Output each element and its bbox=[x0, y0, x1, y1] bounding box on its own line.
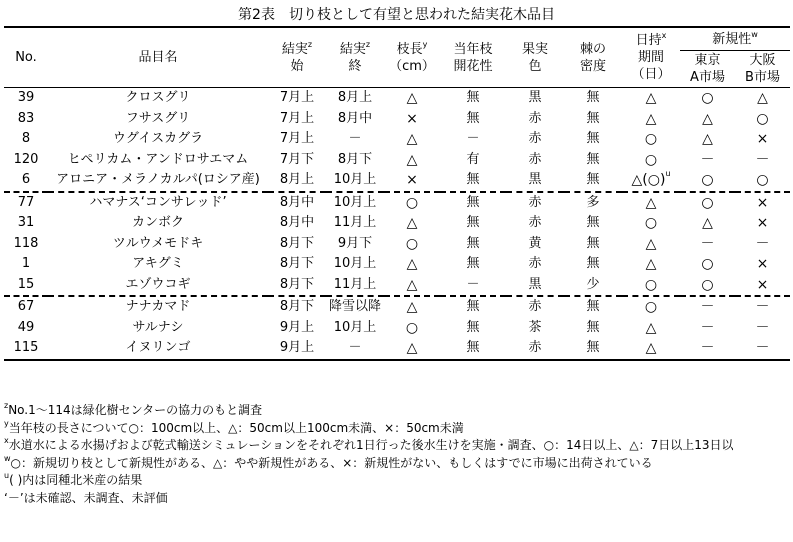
cell-no: 6 bbox=[21, 172, 31, 188]
table-row bbox=[4, 213, 790, 234]
table-row bbox=[4, 109, 790, 130]
header-flowering: 当年枝 開花性 bbox=[440, 27, 506, 88]
cell-no: 31 bbox=[17, 215, 35, 231]
header-tokyo: 東京 A市場 bbox=[680, 51, 735, 88]
cell-no: 39 bbox=[17, 90, 35, 106]
cell-tokyo: △ bbox=[702, 110, 713, 127]
cell-thorn: 多 bbox=[564, 192, 622, 214]
header-color: 果実 色 bbox=[506, 27, 564, 88]
footnote: $^u$( )内は同種北米産の結果 bbox=[4, 471, 143, 487]
cell-fruit-end: 8月下 bbox=[337, 151, 373, 167]
footnote: ‘－’は未確認、未調査、未評価 bbox=[4, 490, 168, 505]
cell-osaka: × bbox=[756, 276, 769, 293]
cell-fruit-end: 10月上 bbox=[326, 192, 384, 214]
cell-fruit-start: 8月下 bbox=[279, 276, 315, 292]
cell-name: ヒペリカム・アンドロサエマム bbox=[67, 151, 249, 167]
cell-days: △ bbox=[622, 192, 680, 214]
cell-fruit-end: － bbox=[326, 338, 384, 360]
cell-tokyo: △ bbox=[702, 131, 713, 148]
cell-color: 赤 bbox=[506, 338, 564, 360]
cell-tokyo: － bbox=[680, 338, 735, 360]
cell-no: 120 bbox=[13, 151, 39, 167]
cell-name: エゾウコギ bbox=[125, 276, 191, 292]
footnote: $^w$○：新規切り枝として新規性がある、△：やや新規性がある、×：新規性がない、もしくはすでに市場に出荷されている bbox=[4, 453, 653, 470]
cell-flowering: 無 bbox=[466, 215, 480, 231]
cell-days: △ bbox=[645, 235, 657, 252]
cell-days: ○ bbox=[644, 151, 658, 168]
cell-fruit-end: 降雪以降 bbox=[326, 296, 384, 318]
cell-thorn: 無 bbox=[586, 90, 600, 106]
cell-color: 赤 bbox=[528, 110, 542, 126]
cell-osaka: × bbox=[756, 256, 769, 273]
cell-thorn: 無 bbox=[586, 215, 600, 231]
cell-flowering: 無 bbox=[466, 110, 480, 126]
cell-tokyo: － bbox=[680, 296, 735, 318]
cell-color: 赤 bbox=[528, 151, 542, 167]
cell-flowering: － bbox=[466, 276, 480, 292]
cell-days: △ bbox=[645, 319, 657, 336]
header-fruit-start: 結実$^z$ 始 bbox=[268, 27, 326, 88]
cell-osaka: － bbox=[755, 235, 770, 252]
cell-color: 赤 bbox=[506, 296, 564, 318]
header-days: 日持$^x$ 期間 （日） bbox=[622, 27, 680, 88]
cell-thorn: 無 bbox=[586, 319, 600, 335]
header-fruit-end: 結実$^z$ 終 bbox=[326, 27, 384, 88]
cell-fruit-end: 11月上 bbox=[333, 215, 377, 231]
cell-tokyo: ○ bbox=[701, 172, 714, 189]
cell-thorn: 無 bbox=[586, 131, 600, 147]
table-row bbox=[4, 192, 790, 214]
cell-length: △ bbox=[406, 256, 418, 273]
cell-days: ○ bbox=[644, 131, 658, 148]
cell-length: × bbox=[406, 110, 418, 127]
cell-thorn: 無 bbox=[564, 338, 622, 360]
cell-color: 黄 bbox=[528, 235, 542, 251]
cell-no: 1 bbox=[21, 256, 31, 272]
cell-days: △ bbox=[622, 338, 680, 360]
cell-thorn: 無 bbox=[586, 256, 600, 272]
cell-fruit-end: 9月下 bbox=[337, 235, 373, 251]
cell-days: △(○)$^u$ bbox=[631, 169, 671, 189]
footnote: $^x$水道水による水揚げおよび乾式輸送シミュレーションをそれぞれ1日行った後水生けを実施・調査、○：14日以上、△：7日以上13日以 bbox=[4, 436, 734, 452]
cell-fruit-start: 7月下 bbox=[279, 151, 315, 167]
cell-flowering: 無 bbox=[466, 319, 480, 335]
cell-name: ツルウメモドキ bbox=[112, 235, 204, 251]
cell-tokyo: ○ bbox=[701, 90, 714, 107]
header-osaka: 大阪 B市場 bbox=[735, 51, 790, 88]
cell-fruit-end: 10月上 bbox=[333, 172, 377, 188]
cell-days: ○ bbox=[622, 296, 680, 318]
cell-name: ナナカマド bbox=[48, 296, 268, 318]
cell-length: ○ bbox=[405, 235, 419, 252]
cell-no: 8 bbox=[21, 131, 31, 147]
cell-no: 49 bbox=[17, 319, 35, 335]
cell-fruit-start: 7月上 bbox=[279, 131, 315, 147]
cell-fruit-start: 8月中 bbox=[279, 215, 315, 231]
cell-fruit-start: 8月下 bbox=[268, 296, 326, 318]
cell-flowering: 無 bbox=[466, 172, 480, 188]
cell-name: ハマナス‘コンサレッド’ bbox=[48, 192, 268, 214]
cell-thorn: 無 bbox=[564, 296, 622, 318]
cell-thorn: 無 bbox=[586, 172, 600, 188]
cell-tokyo: ○ bbox=[680, 192, 735, 214]
table-row bbox=[4, 170, 790, 192]
cell-flowering: 無 bbox=[440, 192, 506, 214]
cell-length: △ bbox=[406, 215, 418, 232]
table-row bbox=[4, 338, 790, 360]
cell-fruit-end: 8月中 bbox=[337, 110, 373, 126]
cell-osaka: × bbox=[756, 215, 769, 232]
cell-no: 77 bbox=[4, 192, 48, 214]
cell-length: △ bbox=[406, 151, 418, 168]
cell-color: 黒 bbox=[528, 276, 542, 292]
cell-length: △ bbox=[406, 90, 418, 107]
cell-length: × bbox=[406, 172, 418, 189]
footnote: $^z$No.1～114は緑化樹センターの協力のもと調査 bbox=[4, 402, 263, 417]
cell-flowering: － bbox=[466, 131, 480, 147]
cell-name: サルナシ bbox=[132, 319, 184, 335]
cell-length: ○ bbox=[405, 319, 419, 336]
cell-length: △ bbox=[384, 338, 440, 360]
cell-thorn: 無 bbox=[586, 151, 600, 167]
cell-fruit-start: 8月中 bbox=[268, 192, 326, 214]
cell-no: 67 bbox=[4, 296, 48, 318]
cell-flowering: 無 bbox=[466, 90, 480, 106]
cell-fruit-start: 8月下 bbox=[279, 256, 315, 272]
cell-days: △ bbox=[645, 256, 657, 273]
header-novelty: 新規性$^w$ bbox=[680, 27, 790, 51]
cell-osaka: △ bbox=[757, 90, 768, 107]
cell-tokyo: － bbox=[700, 235, 715, 252]
cell-fruit-end: 8月上 bbox=[337, 90, 373, 106]
cell-osaka: － bbox=[735, 338, 790, 360]
cell-length: ○ bbox=[384, 192, 440, 214]
cell-no: 83 bbox=[17, 110, 35, 126]
cell-osaka: × bbox=[735, 192, 790, 214]
table-title: 第2表 切り枝として有望と思われた結実花木品目 bbox=[238, 7, 555, 23]
header-name: 品目名 bbox=[48, 27, 268, 88]
cell-color: 黒 bbox=[528, 90, 542, 106]
cell-name: クロスグリ bbox=[125, 90, 191, 106]
cell-color: 赤 bbox=[528, 215, 542, 231]
cell-name: フサスグリ bbox=[125, 110, 191, 126]
cell-osaka: ○ bbox=[756, 172, 769, 189]
cell-tokyo: ○ bbox=[701, 256, 714, 273]
cell-length: △ bbox=[384, 296, 440, 318]
cell-name: アロニア・メラノカルパ(ロシア産) bbox=[56, 172, 260, 188]
cell-fruit-end: － bbox=[348, 131, 362, 147]
cell-name: アキグミ bbox=[132, 256, 184, 272]
cell-days: △ bbox=[645, 90, 657, 107]
table-row bbox=[4, 296, 790, 318]
header-length: 枝長$^y$ （cm） bbox=[384, 27, 440, 88]
cell-length: △ bbox=[406, 276, 418, 293]
cell-color: 茶 bbox=[528, 319, 542, 335]
table-row bbox=[4, 150, 790, 171]
table-row bbox=[4, 254, 790, 275]
cell-fruit-end: 11月上 bbox=[333, 276, 377, 292]
cell-fruit-end: 10月上 bbox=[333, 256, 377, 272]
cell-name: カンボク bbox=[131, 215, 184, 231]
cell-color: 赤 bbox=[528, 131, 542, 147]
cell-thorn: 無 bbox=[586, 110, 600, 126]
cell-tokyo: ○ bbox=[701, 276, 714, 293]
cell-flowering: 有 bbox=[466, 151, 480, 167]
cell-fruit-start: 8月上 bbox=[279, 172, 315, 188]
table-row bbox=[4, 129, 790, 150]
cell-length: △ bbox=[406, 131, 418, 148]
cell-color: 赤 bbox=[506, 192, 564, 214]
cell-fruit-start: 8月下 bbox=[279, 235, 315, 251]
cell-fruit-start: 7月上 bbox=[279, 90, 315, 106]
cell-osaka: － bbox=[735, 296, 790, 318]
cell-no: 115 bbox=[4, 338, 48, 360]
cell-osaka: － bbox=[755, 151, 770, 168]
cell-tokyo: － bbox=[700, 151, 715, 168]
cell-osaka: ○ bbox=[756, 110, 769, 127]
cell-color: 黒 bbox=[528, 172, 542, 188]
cell-color: 赤 bbox=[528, 256, 542, 272]
header-thorn: 棘の 密度 bbox=[564, 27, 622, 88]
footnotes bbox=[4, 402, 793, 507]
table-row bbox=[4, 318, 790, 339]
cell-flowering: 無 bbox=[440, 296, 506, 318]
footnote: $^y$当年枝の長さについて○：100cm以上、△：50cm以上100cm未満、×：50cm未満 bbox=[4, 418, 464, 435]
cell-fruit-start: 9月上 bbox=[279, 319, 315, 335]
cell-days: ○ bbox=[644, 276, 658, 293]
cell-fruit-start: 7月上 bbox=[279, 110, 315, 126]
cell-thorn: 少 bbox=[586, 276, 600, 292]
table-row bbox=[4, 88, 790, 109]
cell-no: 15 bbox=[17, 276, 35, 292]
cell-name: ウグイスカグラ bbox=[112, 131, 204, 147]
cell-fruit-end: 10月上 bbox=[333, 319, 377, 335]
cell-flowering: 無 bbox=[440, 338, 506, 360]
cell-flowering: 無 bbox=[466, 235, 480, 251]
fruit-tree-table bbox=[4, 26, 790, 361]
header-no: No. bbox=[4, 27, 48, 88]
table-row bbox=[4, 234, 790, 255]
cell-days: ○ bbox=[644, 215, 658, 232]
cell-name: イヌリンゴ bbox=[48, 338, 268, 360]
table-row bbox=[4, 275, 790, 297]
cell-days: △ bbox=[645, 110, 657, 127]
cell-tokyo: － bbox=[700, 319, 715, 336]
cell-tokyo: △ bbox=[702, 215, 713, 232]
cell-osaka: × bbox=[756, 131, 769, 148]
cell-fruit-start: 9月上 bbox=[268, 338, 326, 360]
cell-osaka: － bbox=[755, 319, 770, 336]
cell-flowering: 無 bbox=[466, 256, 480, 272]
cell-no: 118 bbox=[13, 235, 39, 251]
cell-thorn: 無 bbox=[586, 235, 600, 251]
